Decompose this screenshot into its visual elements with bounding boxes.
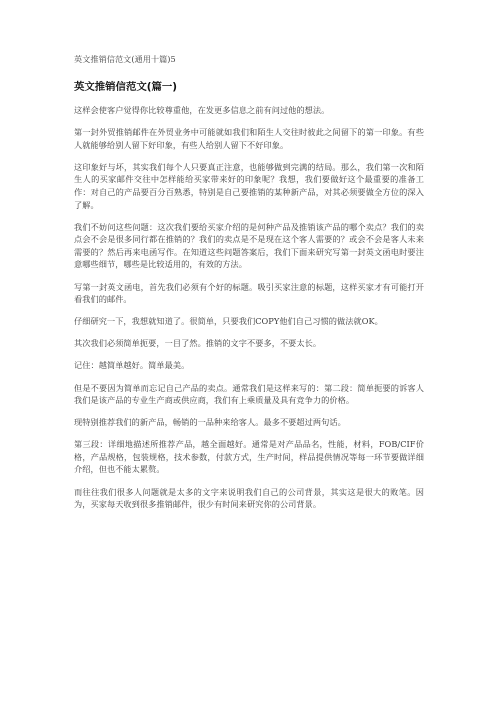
paragraph-8: 记住：越简单越好。简单最美。: [74, 360, 190, 371]
document-page: [74, 54, 424, 520]
paragraph-2: 第一封外贸推销邮件在外贸业务中可能就如我们和陌生人交往时彼此之间留下的第一印象。有些人就能够给别人留下好印象，有些人给别人留下不好印象。: [74, 127, 424, 150]
paragraph-1: 这样会使客户觉得你比较尊重他，在发更多信息之前有问过他的想法。: [74, 105, 330, 115]
paragraph-3: 这印象好与坏，其实我们每个人只要真正注意，也能够做到完满的结局。那么，我们第一次和陌生人的买家邮件交往中怎样能给买家带来好的印象呢？我想，我们要做好这个最重要的准备工作：对自己的产品要百分百熟悉，特别是自己要推销的某种新产品，对其必须要做全方位的深入了解。: [74, 161, 424, 210]
document-header: 英文推销信范文(通用十篇)5: [74, 54, 176, 64]
document-title: 英文推销信范文(篇一): [74, 81, 178, 93]
paragraph-7: 其次我们必须简单扼要，一目了然。推销的文字不要多，不要太长。: [74, 338, 322, 349]
paragraph-10: 现特别推荐我们的新产品，畅销的一品种来给客人。最多不要超过两句话。: [74, 417, 346, 428]
paragraph-12: 而往往我们很多人问题就是太多的文字来说明我们自己的公司背景，其实这是很大的败笔。因为，买家每天收到很多推销邮件，很少有时间来研究你的公司背景。: [74, 486, 424, 510]
paragraph-6: 仔细研究一下，我想就知道了。很简单，只要我们COPY他们自己习惯的做法就OK。: [74, 316, 383, 327]
paragraph-4: 我们不妨问这些问题：这次我们要给买家介绍的是何种产品及推销该产品的哪个卖点？我们的卖点会不会是很多同行都在推销的？我们的卖点是不是现在这个客人需要的？或会不会是客人未来需要的？然后再来电函写作。在知道这些问题答案后，我们下面来研究写第一封英文函电时要注意哪些细节，哪些是比较适用的，有效的方法。: [74, 221, 424, 270]
paragraph-5: 写第一封英文函电，首先我们必须有个好的标题。吸引买家注意的标题，这样买家才有可能打开看我们的邮件。: [74, 281, 424, 305]
paragraph-9: 但是不要因为简单而忘记自己产品的卖点。通常我们是这样来写的：第二段：简单扼要的诉客人我们是该产品的专业生产商或供应商，我们有上乘质量及具有竞争力的价格。: [74, 382, 424, 406]
paragraph-11: 第三段：详细地描述所推荐产品，越全面越好。通常是对产品品名，性能，材料，FOB/CIF价格，产品规格，包装规格，技术参数，付款方式，生产时间，样品提供情况等每一环节要做详细介绍，但也不能太累赘。: [74, 439, 424, 475]
